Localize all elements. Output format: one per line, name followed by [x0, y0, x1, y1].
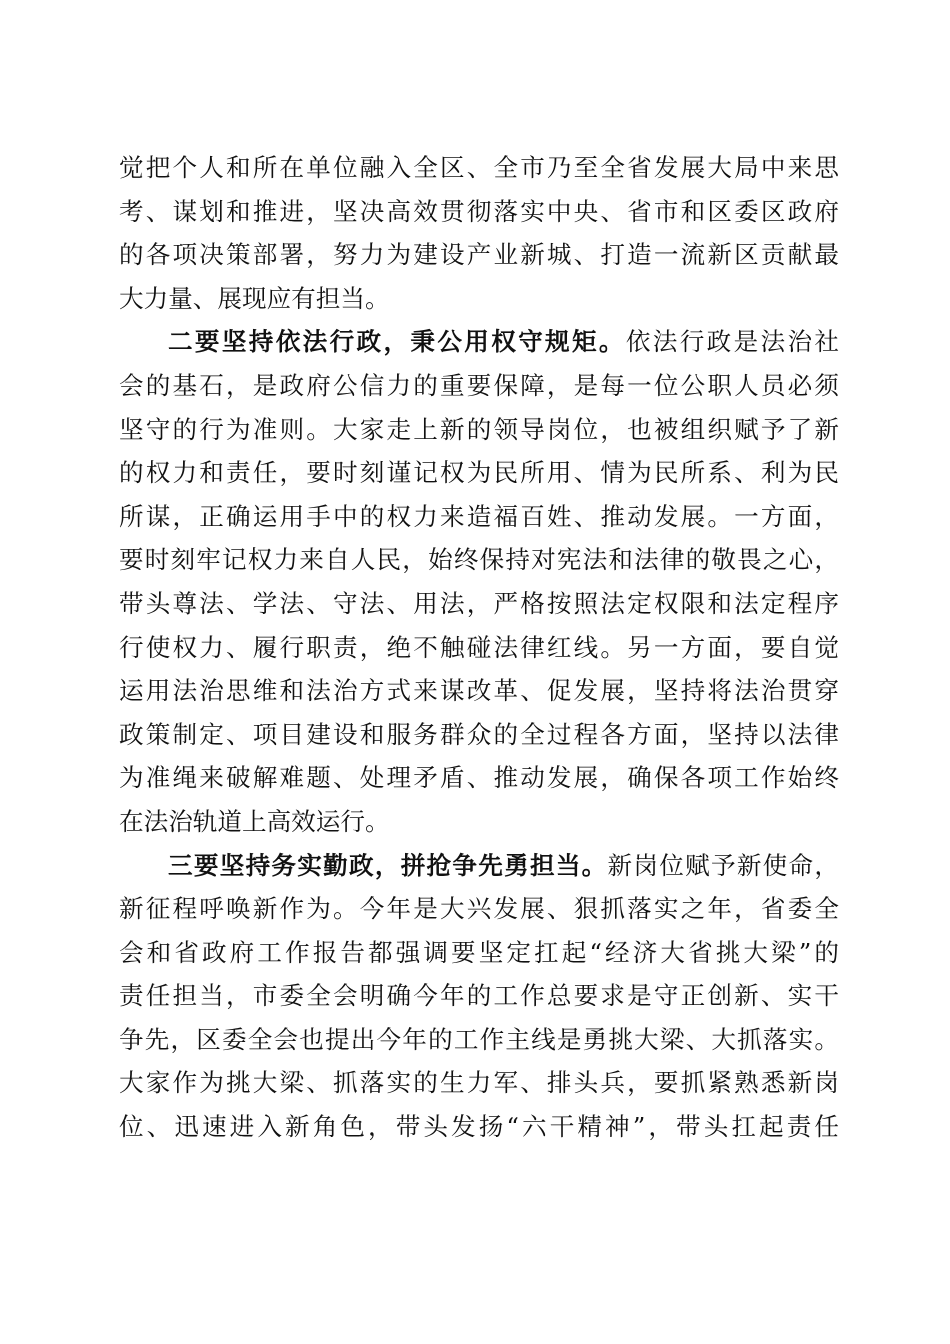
- text-line: [119, 495, 839, 539]
- line-text: 的权力和责任，要时刻谨记权为民所用、情为民所系、利为民: [119, 458, 839, 488]
- line-text: 位、迅速进入新角色，带头发扬“六干精神”，带头扛起责任: [119, 1112, 839, 1142]
- text-line: [119, 582, 839, 626]
- text-line: [119, 756, 839, 800]
- paragraph-heading: 三要坚持务实勤政，拼抢争先勇担当。: [168, 850, 608, 880]
- text-line: [119, 190, 839, 234]
- line-text: 大力量、展现应有担当。: [119, 283, 390, 313]
- line-text: 的各项决策部署，努力为建设产业新城、打造一流新区贡献最: [119, 240, 839, 270]
- line-text: 争先，区委全会也提出今年的工作主线是勇挑大梁、大抓落实。: [119, 1024, 839, 1054]
- line-text: 会和省政府工作报告都强调要坚定扛起“经济大省挑大梁”的: [119, 937, 839, 967]
- line-text: 依法行政是法治社: [625, 327, 839, 357]
- line-text: 为准绳来破解难题、处理矛盾、推动发展，确保各项工作始终: [119, 763, 839, 793]
- document-body: [119, 146, 839, 1149]
- text-line: [119, 931, 839, 975]
- paragraph-first-line: [119, 320, 839, 364]
- text-line: [119, 233, 839, 277]
- paragraph-heading: 二要坚持依法行政，秉公用权守规矩。: [168, 327, 626, 357]
- line-text: 新岗位赋予新使命，: [607, 850, 839, 880]
- line-text: 大家作为挑大梁、抓落实的生力军、排头兵，要抓紧熟悉新岗: [119, 1068, 839, 1098]
- text-line: [119, 451, 839, 495]
- text-line: [119, 1061, 839, 1105]
- line-text: 在法治轨道上高效运行。: [119, 806, 390, 836]
- text-line: [119, 887, 839, 931]
- line-text: 责任担当，市委全会明确今年的工作总要求是守正创新、实干: [119, 981, 839, 1011]
- text-line: [119, 277, 839, 321]
- line-text: 新征程呼唤新作为。今年是大兴发展、狠抓落实之年，省委全: [119, 894, 839, 924]
- paragraph-first-line: [119, 844, 839, 888]
- line-text: 所谋，正确运用手中的权力来造福百姓、推动发展。一方面，: [119, 501, 839, 531]
- line-text: 会的基石，是政府公信力的重要保障，是每一位公职人员必须: [119, 370, 839, 400]
- line-text: 政策制定、项目建设和服务群众的全过程各方面，坚持以法律: [119, 719, 839, 749]
- text-line: [119, 146, 839, 190]
- text-line: [119, 974, 839, 1018]
- line-text: 坚守的行为准则。大家走上新的领导岗位，也被组织赋予了新: [119, 414, 839, 444]
- text-line: [119, 800, 839, 844]
- line-text: 运用法治思维和法治方式来谋改革、促发展，坚持将法治贯穿: [119, 676, 839, 706]
- text-line: [119, 626, 839, 670]
- text-line: [119, 1018, 839, 1062]
- text-line: [119, 669, 839, 713]
- text-line: [119, 713, 839, 757]
- line-text: 觉把个人和所在单位融入全区、全市乃至全省发展大局中来思: [119, 153, 839, 182]
- line-text: 考、谋划和推进，坚决高效贯彻落实中央、省市和区委区政府: [119, 196, 839, 226]
- line-text: 要时刻牢记权力来自人民，始终保持对宪法和法律的敬畏之心，: [119, 545, 839, 575]
- text-line: [119, 364, 839, 408]
- text-line: [119, 1105, 839, 1149]
- line-text: 带头尊法、学法、守法、用法，严格按照法定权限和法定程序: [119, 588, 839, 618]
- text-line: [119, 408, 839, 452]
- text-line: [119, 538, 839, 582]
- line-text: 行使权力、履行职责，绝不触碰法律红线。另一方面，要自觉: [119, 632, 839, 662]
